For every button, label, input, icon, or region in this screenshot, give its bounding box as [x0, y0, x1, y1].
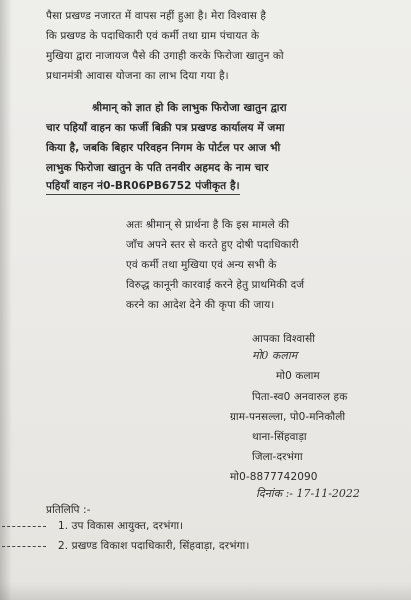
sender-thana: थाना-सिंहवाड़ा: [252, 431, 307, 443]
page-bottom-shadow: [0, 582, 411, 600]
handwritten-date: दिनांक :- 17-11-2022: [256, 487, 360, 500]
para3-line-1: अतः श्रीमान् से प्रार्थना है कि इस मामले की: [126, 219, 290, 231]
para3-line-3: एवं कर्मी तथा मुखिया एवं अन्य सभी के: [126, 259, 277, 271]
para3-line-5: करने का आदेश देने की कृपा की जाय।: [126, 299, 275, 311]
para1-line-1: पैसा प्रखण्ड नजारत में वापस नहीं हुआ है। मेरा विश्वास है: [46, 10, 267, 22]
sender-village: ग्राम-पनसल्ला, पो0-मनिकौली: [230, 411, 346, 423]
closing-salutation: आपका विश्वासी: [252, 333, 316, 345]
copy-heading: प्रतिलिपि :-: [46, 504, 91, 516]
para1-line-3: मुखिया द्वारा नाजायज पैसे की उगाही करके फिरोजा खातुन को: [46, 50, 284, 62]
para3-line-4: विरुद्ध कानूनी कारवाई करने हेतु प्राथमिकी दर्ज: [126, 279, 305, 291]
copy-item-2-mark: [2, 546, 46, 547]
sender-mobile: मो0-8877742090: [230, 471, 318, 483]
page-edge-shadow: [0, 0, 12, 600]
handwritten-signature: मो0 कलाम: [252, 349, 298, 362]
sender-name: मो0 कलाम: [276, 370, 320, 382]
copy-item-2: 2. प्रखण्ड विकाश पदाधिकारी, सिंहवाड़ा, दरभंगा।: [58, 540, 250, 552]
para2-line-5: पहियाँ वाहन नं0-BR06PB6752 पंजीकृत है।: [46, 179, 240, 195]
copy-item-1: 1. उप विकास आयुक्त, दरभंगा।: [58, 520, 184, 532]
sender-father: पिता-स्व0 अनवारुल हक: [252, 391, 348, 403]
para2-line-1: श्रीमान् को ज्ञात हो कि लाभुक फिरोजा खातुन द्वारा: [92, 102, 287, 114]
para2-line-4: लाभुक फिरोजा खातुन के पति तनवीर अहमद के नाम चार: [46, 162, 269, 174]
para2-line-3: किया है, जबकि बिहार परिवहन निगम के पोर्टल पर आज भी: [46, 142, 281, 154]
para1-line-2: कि प्रखण्ड के पदाधिकारी एवं कर्मी तथा ग्राम पंचायत के: [46, 30, 260, 42]
sender-district: जिला-दरभंगा: [252, 451, 303, 463]
copy-item-1-mark: [2, 526, 46, 527]
para3-line-2: जाँच अपने स्तर से करते हुए दोषी पदाधिकारी: [126, 239, 299, 251]
para1-line-4: प्रधानमंत्री आवास योजना का लाभ दिया गया है।: [46, 70, 229, 82]
para2-line-2: चार पहियाँ वाहन का फर्जी बिक्री पत्र प्रखण्ड कार्यालय में जमा: [46, 122, 285, 134]
